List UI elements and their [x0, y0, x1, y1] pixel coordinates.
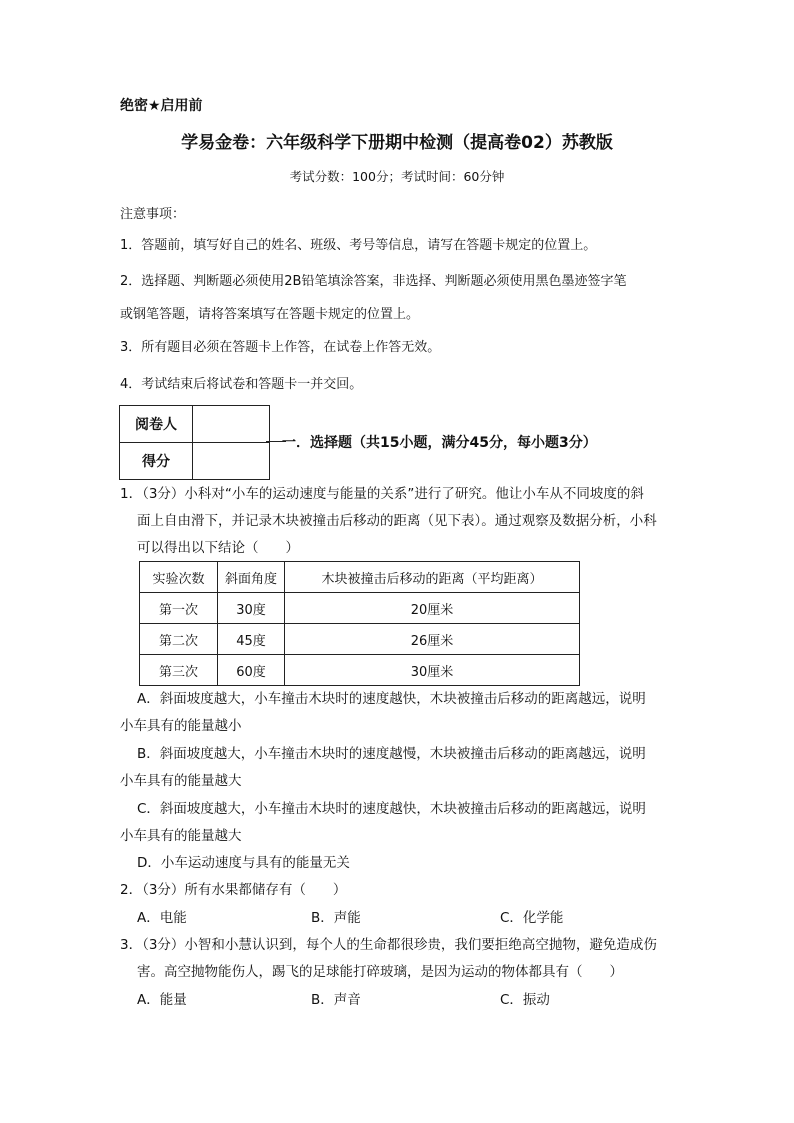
table-cell: 第二次 — [140, 624, 218, 655]
table-row — [140, 593, 580, 624]
notes-heading: 注意事项： — [120, 207, 186, 222]
answer-option[interactable]: C．振动 — [500, 992, 550, 1008]
note-item: 1．答题前，填写好自己的姓名、班级、考号等信息，请写在答题卡规定的位置上。 — [120, 238, 597, 253]
answer-option[interactable]: C．化学能 — [500, 910, 564, 926]
question-text: 3．（3分）小智和小慧认识到，每个人的生命都很珍贵，我们要拒绝高空抛物，避免造成伤 — [120, 937, 657, 953]
table-cell: 30度 — [218, 593, 285, 624]
answer-option-continued: 小车具有的能量越大 — [120, 828, 242, 844]
table-cell: 60度 — [218, 655, 285, 686]
question-text: 可以得出以下结论（ ） — [137, 540, 299, 556]
question-text: 2．（3分）所有水果都储存有（ ） — [120, 882, 347, 898]
table-cell: 45度 — [218, 624, 285, 655]
answer-option[interactable]: C．斜面坡度越大，小车撞击木块时的速度越快，木块被撞击后移动的距离越远，说明 — [137, 801, 646, 817]
page-title: 学易金卷：六年级科学下册期中检测（提高卷02）苏教版 — [181, 133, 613, 153]
answer-option[interactable]: B．斜面坡度越大，小车撞击木块时的速度越慢，木块被撞击后移动的距离越远，说明 — [137, 746, 646, 762]
question-text: 害。高空抛物能伤人，踢飞的足球能打碎玻璃，是因为运动的物体都具有（ ） — [137, 964, 623, 980]
column-header: 木块被撞击后移动的距离（平均距离） — [285, 562, 580, 593]
note-item: 2．选择题、判断题必须使用2B铅笔填涂答案，非选择、判断题必须使用黑色墨迹签字笔 — [120, 274, 627, 289]
question-text: 1．（3分）小科对“小车的运动速度与能量的关系”进行了研究。他让小车从不同坡度的斜 — [120, 486, 644, 502]
confidential-label: 绝密★启用前 — [120, 98, 203, 114]
answer-option[interactable]: D．小车运动速度与具有的能量无关 — [137, 855, 350, 871]
column-header: 实验次数 — [140, 562, 218, 593]
score-label: 得分 — [120, 443, 193, 480]
answer-option[interactable]: A．能量 — [137, 992, 187, 1008]
answer-option[interactable]: B．声能 — [311, 910, 361, 926]
table-cell: 第三次 — [140, 655, 218, 686]
note-item: 或钢笔答题，请将答案填写在答题卡规定的位置上。 — [120, 307, 420, 322]
table-header-row — [140, 562, 580, 593]
answer-option-continued: 小车具有的能量越小 — [120, 718, 242, 734]
column-header: 斜面角度 — [218, 562, 285, 593]
table-cell: 20厘米 — [285, 593, 580, 624]
answer-option[interactable]: A．斜面坡度越大，小车撞击木块时的速度越快，木块被撞击后移动的距离越远，说明 — [137, 691, 646, 707]
table-cell: 30厘米 — [285, 655, 580, 686]
answer-option[interactable]: B．声音 — [311, 992, 361, 1008]
exam-info: 考试分数：100分；考试时间：60分钟 — [289, 169, 505, 184]
table-cell: 第一次 — [140, 593, 218, 624]
note-item: 3．所有题目必须在答题卡上作答，在试卷上作答无效。 — [120, 340, 441, 355]
answer-option-continued: 小车具有的能量越大 — [120, 773, 242, 789]
table-cell: 26厘米 — [285, 624, 580, 655]
table-row — [140, 624, 580, 655]
score-field[interactable] — [193, 443, 270, 480]
answer-option[interactable]: A．电能 — [137, 910, 187, 926]
experiment-table — [139, 561, 580, 686]
question-text: 面上自由滑下，并记录木块被撞击后移动的距离（见下表）。通过观察及数据分析，小科 — [137, 513, 657, 529]
reviewer-label: 阅卷人 — [120, 406, 193, 443]
score-box — [119, 405, 270, 480]
note-item: 4．考试结束后将试卷和答题卡一并交回。 — [120, 377, 363, 392]
table-row — [140, 655, 580, 686]
reviewer-field[interactable] — [193, 406, 270, 443]
section-title: 一．选择题（共15小题，满分45分，每小题3分） — [282, 435, 597, 451]
